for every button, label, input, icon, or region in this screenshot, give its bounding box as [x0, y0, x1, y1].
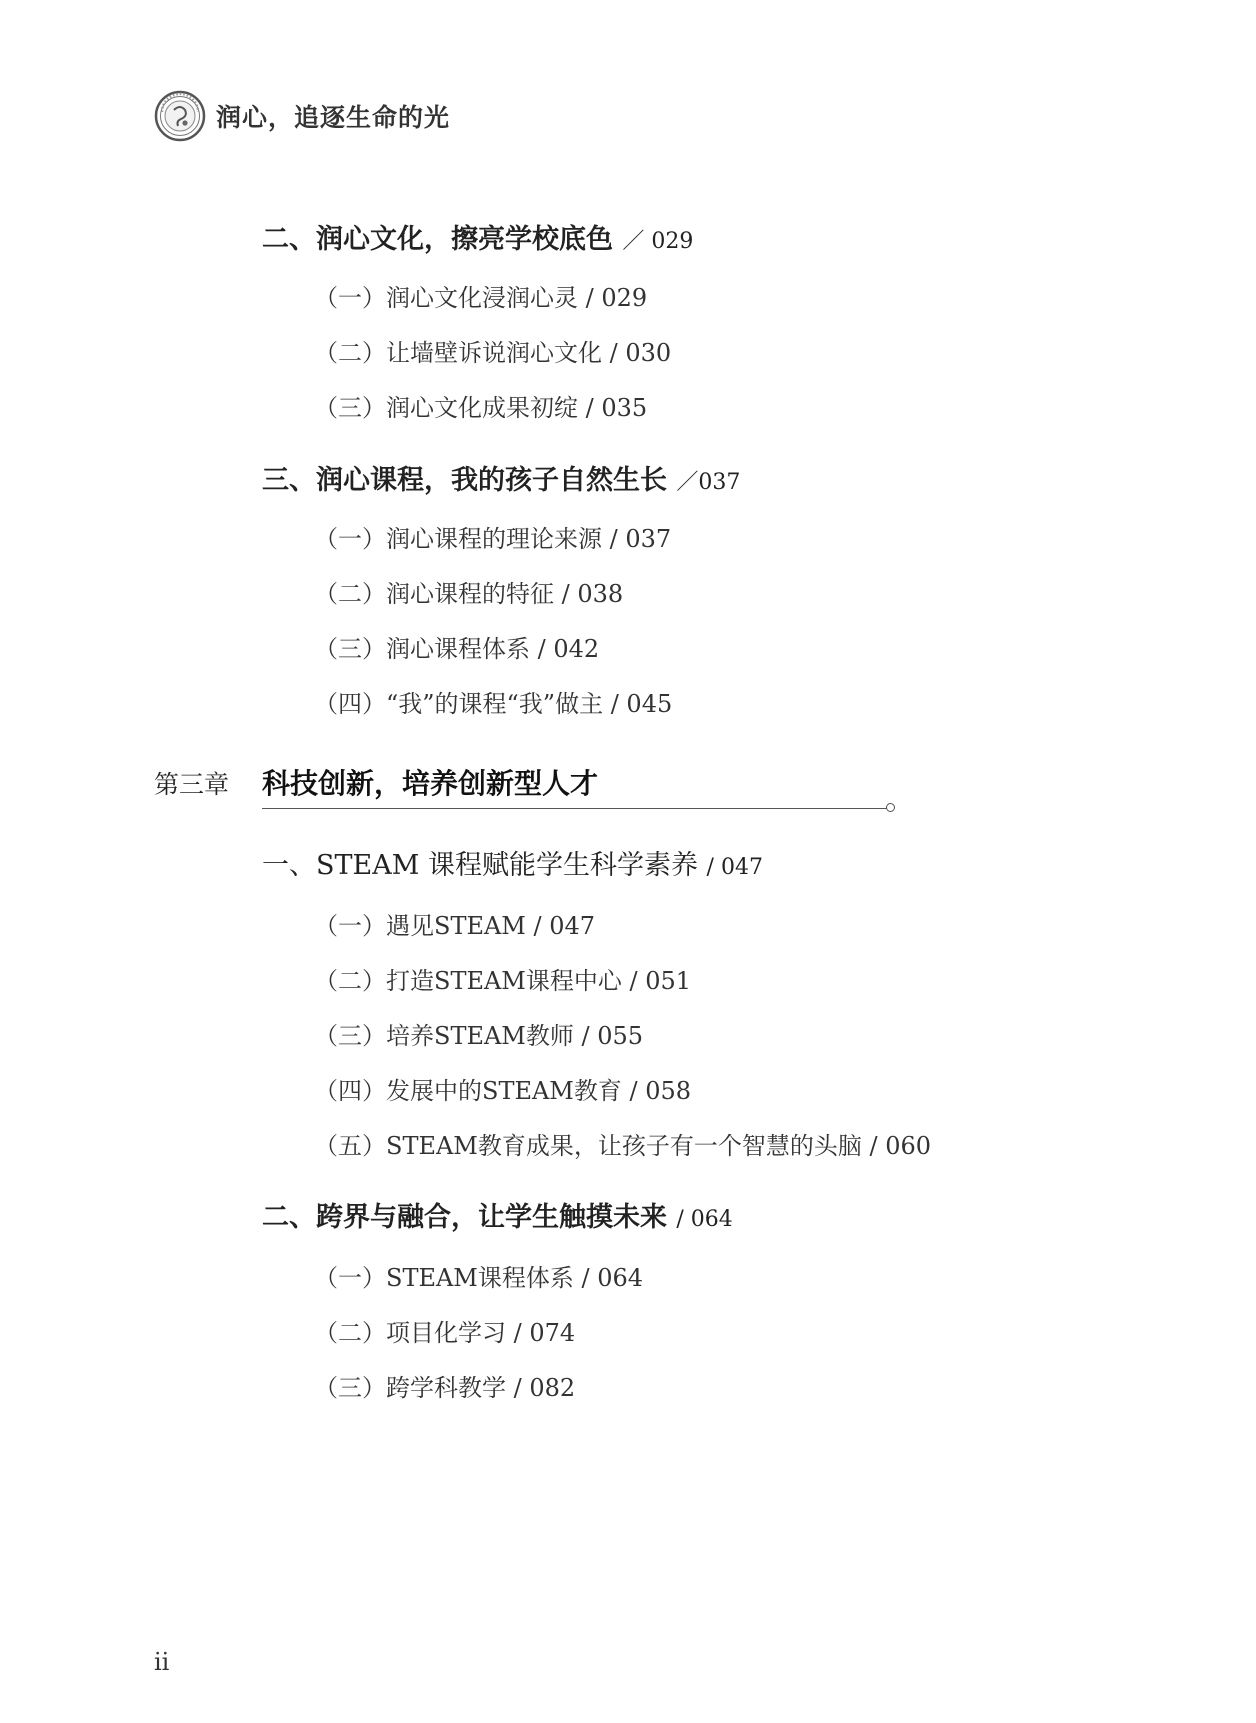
- toc-item-label: （三）培养STEAM教师: [314, 1022, 574, 1050]
- toc-item[interactable]: [314, 1024, 643, 1048]
- toc-item-page: / 058: [629, 1077, 692, 1105]
- toc-item[interactable]: [314, 286, 647, 310]
- toc-item-page: / 035: [585, 394, 648, 422]
- toc-section-page: / 064: [676, 1207, 733, 1232]
- toc-item-label: （四）发展中的STEAM教育: [314, 1077, 622, 1105]
- toc-item[interactable]: [314, 1079, 691, 1103]
- toc-item-page: / 029: [585, 284, 648, 312]
- toc-item-page: / 060: [869, 1132, 932, 1160]
- toc-item-page: / 038: [561, 580, 624, 608]
- toc-item-page: / 047: [533, 912, 596, 940]
- chapter-label: 第三章: [154, 770, 230, 799]
- toc-section-page: ／ 029: [622, 229, 694, 254]
- toc-item[interactable]: [314, 969, 691, 993]
- toc-section-page: ／037: [676, 470, 741, 495]
- toc-item-label: （一）润心课程的理论来源: [314, 525, 602, 553]
- toc-item-page: / 042: [537, 635, 600, 663]
- toc-item-label: （四）“我”的课程“我”做主: [314, 690, 604, 718]
- toc-item-label: （二）项目化学习: [314, 1319, 506, 1347]
- toc-item[interactable]: [314, 914, 595, 938]
- toc-section-2[interactable]: [262, 226, 693, 253]
- page-number: ii: [154, 1648, 170, 1676]
- toc-item-label: （一）遇见STEAM: [314, 912, 526, 940]
- toc-item[interactable]: [314, 692, 672, 716]
- running-header: [154, 90, 450, 142]
- toc-item-page: / 055: [581, 1022, 644, 1050]
- toc-item-page: / 037: [609, 525, 672, 553]
- toc-item[interactable]: [314, 341, 671, 365]
- toc-item-label: （五）STEAM教育成果，让孩子有一个智慧的头脑: [314, 1132, 862, 1160]
- toc-item-label: （三）润心文化成果初绽: [314, 394, 578, 422]
- toc-item-label: （一）润心文化浸润心灵: [314, 284, 578, 312]
- toc-item-page: / 045: [610, 690, 673, 718]
- toc-item-page: / 082: [513, 1374, 576, 1402]
- toc-item[interactable]: [314, 396, 647, 420]
- book-title: 润心，追逐生命的光: [216, 103, 451, 132]
- toc-item[interactable]: [314, 1321, 575, 1345]
- toc-item[interactable]: [314, 637, 599, 661]
- toc-item-page: / 051: [629, 967, 692, 995]
- toc-item[interactable]: [314, 1266, 643, 1290]
- toc-item-label: （二）打造STEAM课程中心: [314, 967, 622, 995]
- chapter-title[interactable]: 科技创新，培养创新型人才: [262, 767, 599, 800]
- toc-section-3[interactable]: [262, 467, 740, 494]
- toc-section-page: / 047: [706, 855, 763, 880]
- chapter-rule-end-dot: [886, 803, 895, 812]
- toc-item-label: （二）让墙壁诉说润心文化: [314, 339, 602, 367]
- toc-item-page: / 074: [513, 1319, 576, 1347]
- toc-item[interactable]: [314, 582, 623, 606]
- toc-section-title: 二、跨界与融合，让学生触摸未来: [262, 1202, 667, 1233]
- toc-item-label: （三）跨学科教学: [314, 1374, 506, 1402]
- toc-item-page: / 030: [609, 339, 672, 367]
- toc-item-label: （三）润心课程体系: [314, 635, 530, 663]
- toc-section-1[interactable]: [262, 852, 763, 879]
- toc-item[interactable]: [314, 1134, 931, 1158]
- toc-section-2[interactable]: [262, 1204, 733, 1231]
- toc-section-title: 三、润心课程，我的孩子自然生长: [262, 465, 667, 496]
- toc-section-title: 一、STEAM 课程赋能学生科学素养: [262, 850, 698, 881]
- toc-item-label: （二）润心课程的特征: [314, 580, 554, 608]
- toc-item[interactable]: [314, 527, 671, 551]
- chapter-rule: [262, 808, 888, 809]
- toc-item-page: / 064: [581, 1264, 644, 1292]
- toc-item[interactable]: [314, 1376, 575, 1400]
- toc-section-title: 二、润心文化，擦亮学校底色: [262, 224, 613, 255]
- toc-item-label: （一）STEAM课程体系: [314, 1264, 574, 1292]
- school-emblem-icon: [154, 90, 206, 142]
